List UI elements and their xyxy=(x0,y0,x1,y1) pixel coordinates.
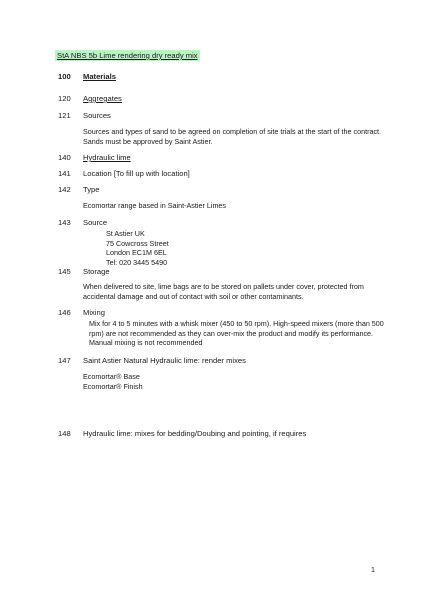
address-line: London EC1M 6EL xyxy=(106,248,167,257)
section-label: Saint Astier Natural Hydraulic lime: render mixes xyxy=(83,356,246,365)
address-line: 75 Cowcross Street xyxy=(106,238,169,248)
sources-paragraph: Sources and types of sand to be agreed on completion of site trials at the start of the contract. Sands must be approved by Saint Astier. xyxy=(83,127,382,146)
document-title: StA NBS 5b Lime rendering dry ready mix xyxy=(57,51,198,60)
section-label: Mixing xyxy=(83,308,105,317)
type-paragraph: Ecomortar range based in Saint-Astier Limes xyxy=(83,201,227,210)
mixing-paragraph: Mix for 4 to 5 minutes with a whisk mixer (450 to 50 rpm). High-speed mixers (more than 500 rpm) are not recommended as they can over-mix the product and modify its performance. Manual mixing is not recommended xyxy=(89,319,384,347)
section-number: 148 xyxy=(58,429,71,438)
storage-paragraph: When delivered to site, lime bags are to be stored on pallets under cover, protected from accidental damage and out of contact with soil or other contaminants. xyxy=(83,282,364,301)
section-label: Type xyxy=(83,185,100,194)
section-label: Hydraulic lime: mixes for bedding/Doubing and pointing, if requires xyxy=(83,429,307,438)
render-products xyxy=(83,372,383,391)
section-number: 147 xyxy=(58,356,71,365)
section-number: 120 xyxy=(58,94,71,103)
supplier-address xyxy=(106,229,406,267)
section-label: Aggregates xyxy=(83,94,122,103)
product-line: Ecomortar® Finish xyxy=(83,381,143,391)
product-line: Ecomortar® Base xyxy=(83,372,140,381)
section-label: Sources xyxy=(83,111,111,120)
address-line: St Astier UK xyxy=(106,229,145,238)
section-label: Location [To fill up with location] xyxy=(83,169,190,178)
section-number: 100 xyxy=(58,72,71,81)
section-number: 145 xyxy=(58,267,71,276)
section-label: Materials xyxy=(83,72,116,81)
page-number: 1 xyxy=(371,565,375,574)
section-label: Source xyxy=(83,218,108,227)
address-line: Tel: 020 3445 5490 xyxy=(106,257,168,267)
section-number: 146 xyxy=(58,308,71,317)
section-label: Storage xyxy=(83,267,110,276)
section-number: 141 xyxy=(58,169,71,178)
section-label: Hydraulic lime xyxy=(83,153,131,162)
section-number: 121 xyxy=(58,111,71,120)
section-number: 140 xyxy=(58,153,71,162)
section-number: 143 xyxy=(58,218,71,227)
section-number: 142 xyxy=(58,185,71,194)
